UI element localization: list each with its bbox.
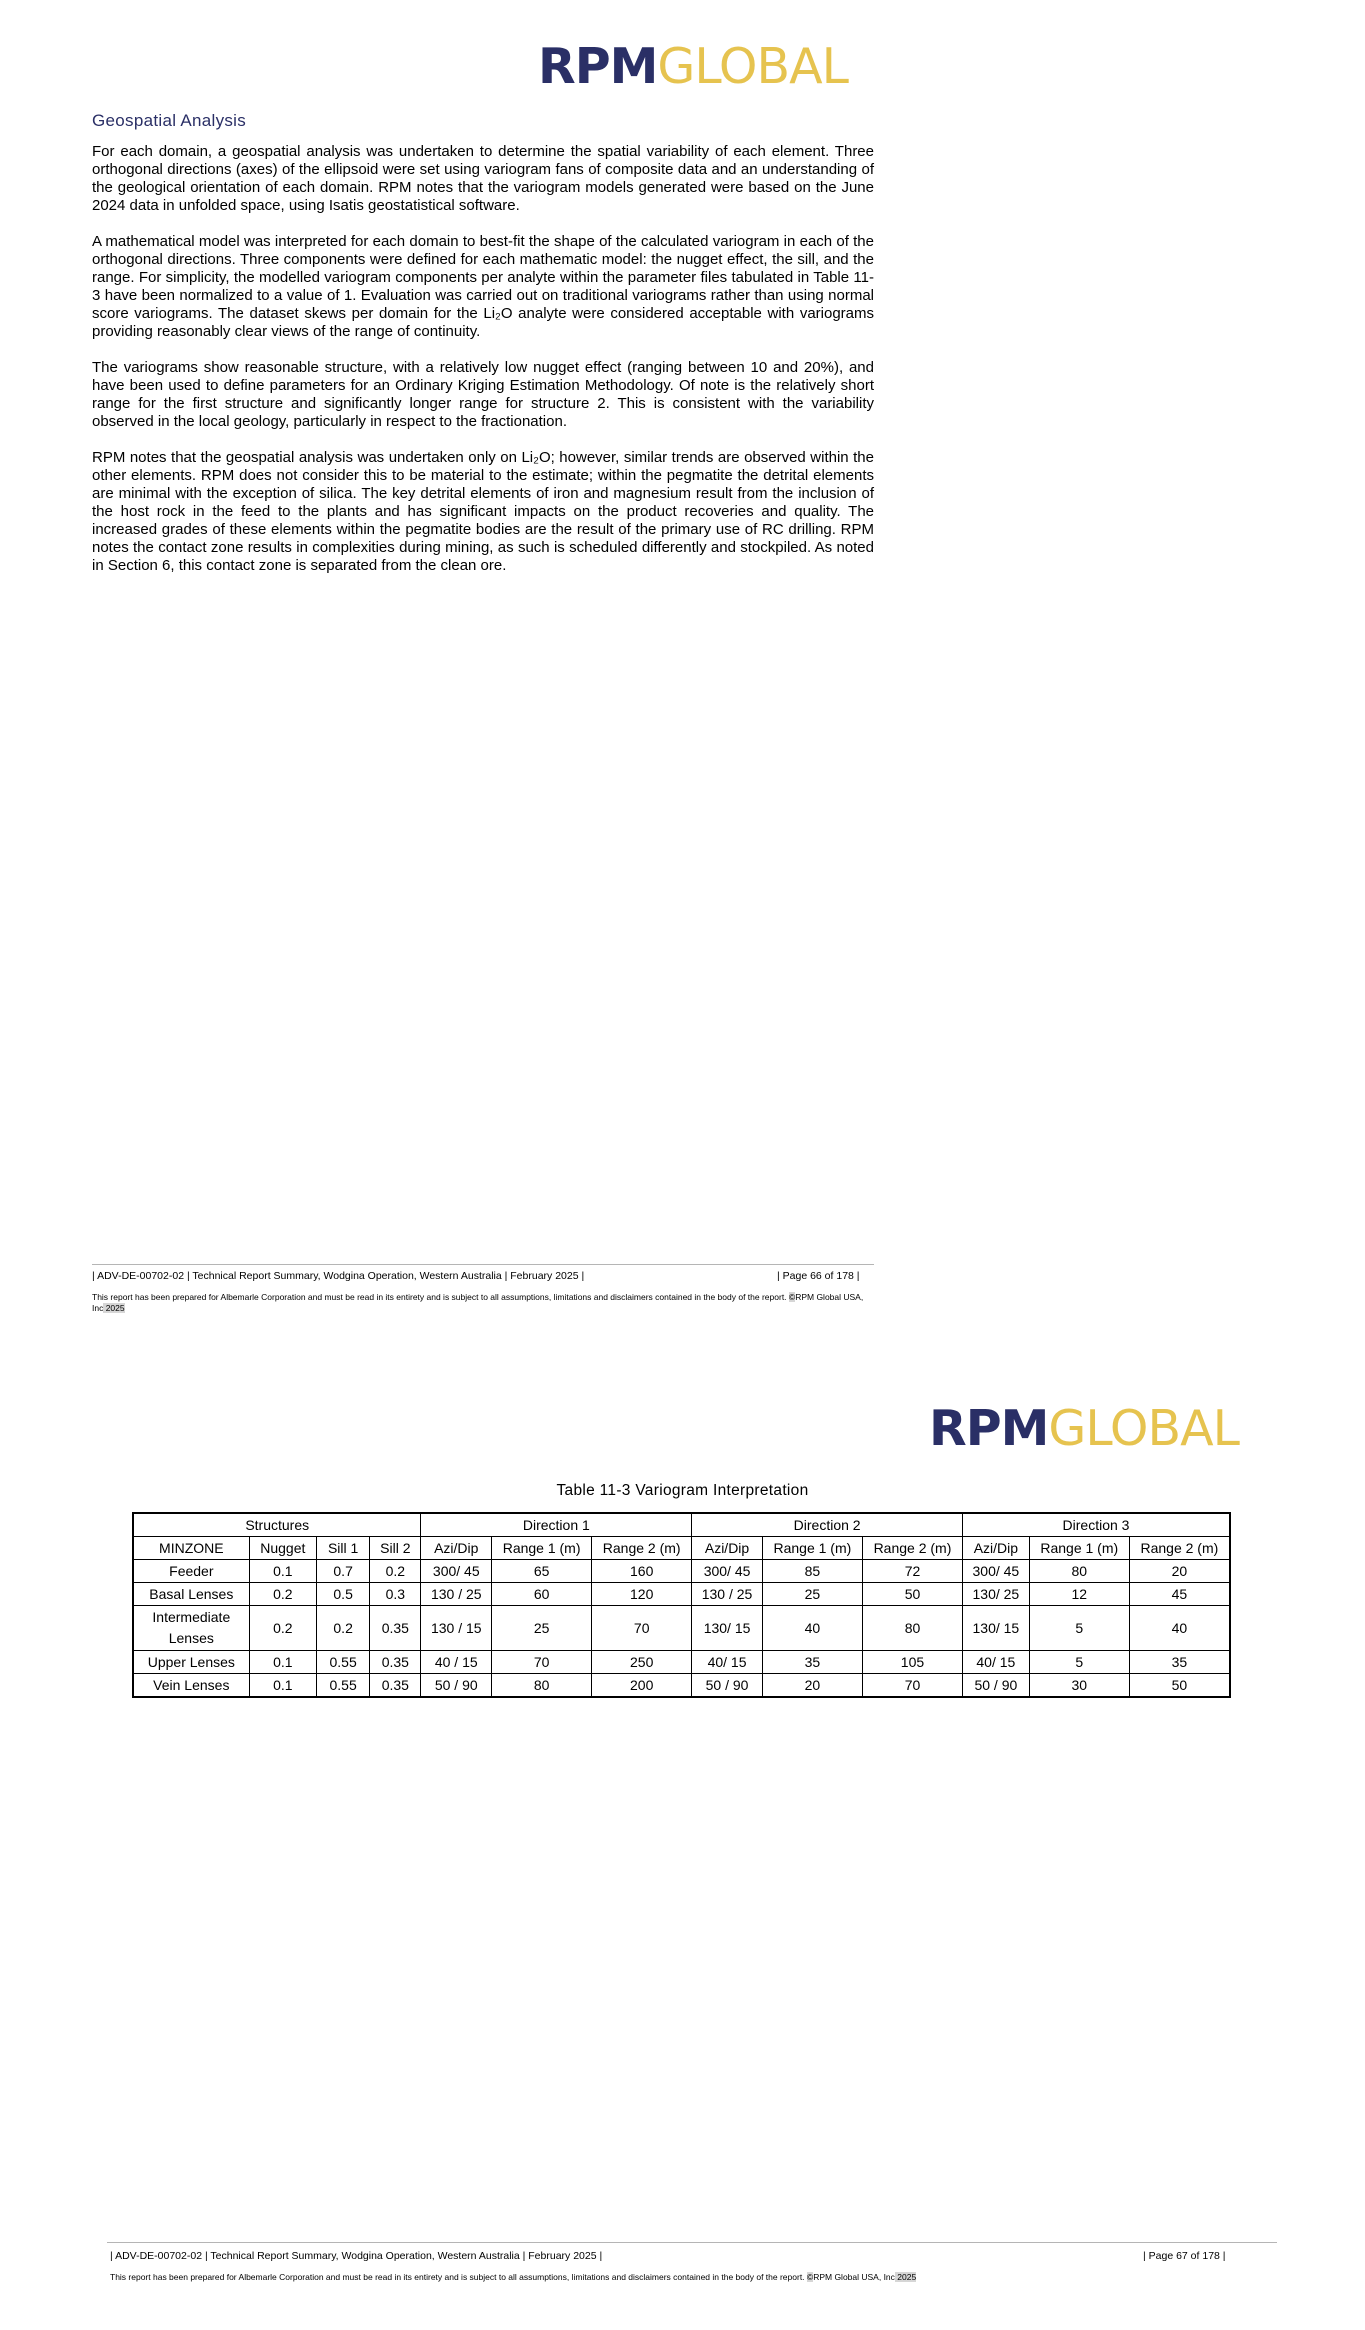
table-cell: 130/ 15 <box>963 1606 1030 1651</box>
table-cell: 0.35 <box>370 1674 421 1698</box>
minzone-cell: Upper Lenses <box>133 1651 249 1674</box>
table-cell: 70 <box>862 1674 962 1698</box>
table-row <box>133 1560 1230 1583</box>
table-cell: 0.1 <box>249 1674 316 1698</box>
table-cell: 130 / 25 <box>692 1583 763 1606</box>
column-header: Azi/Dip <box>421 1537 492 1560</box>
disclaimer-text: This report has been prepared for Albemarle Corporation and must be read in its entirety and is subject to all assumptions, limitations and disclaimers contained in the body of the report. <box>92 1292 787 1302</box>
footer-page-number: | Page 66 of 178 | <box>777 1270 860 1282</box>
minzone-cell: Vein Lenses <box>133 1674 249 1698</box>
table-cell: 40 <box>762 1606 862 1651</box>
logo-rpm: RPM <box>538 38 658 95</box>
table-cell: 160 <box>592 1560 692 1583</box>
footer-doc-info-page-67: | ADV-DE-00702-02 | Technical Report Summary, Wodgina Operation, Western Australia | February 2025 | <box>110 2250 603 2262</box>
copyright-symbol: © <box>788 1292 796 1302</box>
table-cell: 0.2 <box>317 1606 370 1651</box>
table-row <box>133 1651 1230 1674</box>
table-cell: 0.7 <box>317 1560 370 1583</box>
minzone-cell: Feeder <box>133 1560 249 1583</box>
table-cell: 60 <box>492 1583 592 1606</box>
logo-global: GLOBAL <box>1048 1400 1239 1457</box>
column-header: Range 2 (m) <box>592 1537 692 1560</box>
group-direction-3: Direction 3 <box>963 1513 1230 1537</box>
table-group-header-row <box>133 1513 1230 1537</box>
table-cell: 80 <box>492 1674 592 1698</box>
copyright-year: 2025 <box>894 2272 917 2282</box>
table-cell: 35 <box>762 1651 862 1674</box>
table-cell: 70 <box>492 1651 592 1674</box>
minzone-cell: Intermediate Lenses <box>133 1606 249 1651</box>
table-cell: 300/ 45 <box>963 1560 1030 1583</box>
column-header: MINZONE <box>133 1537 249 1560</box>
table-cell: 0.5 <box>317 1583 370 1606</box>
column-header: Range 1 (m) <box>762 1537 862 1560</box>
table-cell: 0.55 <box>317 1674 370 1698</box>
footer-doc-info: | ADV-DE-00702-02 | Technical Report Summary, Wodgina Operation, Western Australia | February 2025 | <box>92 1270 585 1282</box>
table-cell: 130/ 25 <box>963 1583 1030 1606</box>
table-cell: 50 / 90 <box>692 1674 763 1698</box>
table-cell: 300/ 45 <box>692 1560 763 1583</box>
table-cell: 0.3 <box>370 1583 421 1606</box>
copyright-holder: RPM Global USA, Inc <box>92 1292 864 1313</box>
table-cell: 50 <box>862 1583 962 1606</box>
footer-disclaimer <box>92 1292 874 1314</box>
table-cell: 5 <box>1029 1651 1129 1674</box>
column-header: Sill 2 <box>370 1537 421 1560</box>
column-header: Nugget <box>249 1537 316 1560</box>
paragraph-3: The variograms show reasonable structure, with a relatively low nugget effect (ranging between 10 and 20%), and have been used to define parameters for an Ordinary Kriging Estimation Methodology. Of note is the relatively short range for the first structure and significantly longer range for structure 2. This is consistent with the variability observed in the local geology, particularly in respect to the fractionation. <box>92 359 874 430</box>
table-cell: 25 <box>492 1606 592 1651</box>
copyright-symbol: © <box>806 2272 814 2282</box>
table-cell: 80 <box>1029 1560 1129 1583</box>
table-cell: 50 / 90 <box>963 1674 1030 1698</box>
table-cell: 120 <box>592 1583 692 1606</box>
table-cell: 0.2 <box>249 1583 316 1606</box>
table-cell: 85 <box>762 1560 862 1583</box>
table-cell: 25 <box>762 1583 862 1606</box>
rpm-global-logo-page-67 <box>929 1400 1239 1457</box>
column-header: Range 2 (m) <box>1129 1537 1230 1560</box>
logo-global: GLOBAL <box>657 38 848 95</box>
group-direction-1: Direction 1 <box>421 1513 692 1537</box>
table-cell: 70 <box>592 1606 692 1651</box>
table-cell: 250 <box>592 1651 692 1674</box>
column-header: Azi/Dip <box>692 1537 763 1560</box>
table-cell: 0.35 <box>370 1606 421 1651</box>
table-cell: 50 <box>1129 1674 1230 1698</box>
footer-page-number-page-67: | Page 67 of 178 | <box>1143 2250 1226 2262</box>
paragraph-2: A mathematical model was interpreted for each domain to best-fit the shape of the calculated variogram in each of the orthogonal directions. Three components were defined for each mathematic model: the nugget effect, the sill, and the range. For simplicity, the modelled variogram components per analyte within the parameter files tabulated in Table 11-3 have been normalized to a value of 1. Evaluation was carried out on traditional variograms rather than using normal score variograms. The dataset skews per domain for the Li₂O analyte were considered acceptable with variograms providing reasonably clear views of the range of continuity. <box>92 233 874 340</box>
table-row <box>133 1606 1230 1651</box>
table-cell: 130 / 25 <box>421 1583 492 1606</box>
column-header: Range 1 (m) <box>1029 1537 1129 1560</box>
rpm-global-logo <box>538 38 848 95</box>
variogram-table <box>132 1512 1231 1698</box>
table-cell: 0.35 <box>370 1651 421 1674</box>
table-cell: 130 / 15 <box>421 1606 492 1651</box>
body-text <box>92 143 874 593</box>
footer-rule <box>92 1264 874 1265</box>
column-header: Sill 1 <box>317 1537 370 1560</box>
disclaimer-text: This report has been prepared for Albemarle Corporation and must be read in its entirety and is subject to all assumptions, limitations and disclaimers contained in the body of the report. <box>110 2272 805 2282</box>
logo-rpm: RPM <box>929 1400 1049 1457</box>
table-cell: 12 <box>1029 1583 1129 1606</box>
table-row <box>133 1674 1230 1698</box>
table-cell: 0.2 <box>249 1606 316 1651</box>
table-cell: 65 <box>492 1560 592 1583</box>
table-cell: 300/ 45 <box>421 1560 492 1583</box>
column-header: Azi/Dip <box>963 1537 1030 1560</box>
table-cell: 0.55 <box>317 1651 370 1674</box>
table-cell: 0.2 <box>370 1560 421 1583</box>
table-title: Table 11-3 Variogram Interpretation <box>556 1482 809 1499</box>
group-structures: Structures <box>133 1513 421 1537</box>
table-cell: 40 <box>1129 1606 1230 1651</box>
table-header-row <box>133 1537 1230 1560</box>
section-heading: Geospatial Analysis <box>92 111 247 130</box>
table-cell: 40 / 15 <box>421 1651 492 1674</box>
table-cell: 45 <box>1129 1583 1230 1606</box>
table-cell: 50 / 90 <box>421 1674 492 1698</box>
table-cell: 35 <box>1129 1651 1230 1674</box>
table-cell: 130/ 15 <box>692 1606 763 1651</box>
column-header: Range 2 (m) <box>862 1537 962 1560</box>
table-cell: 20 <box>1129 1560 1230 1583</box>
table-cell: 200 <box>592 1674 692 1698</box>
footer-rule-page-67 <box>107 2242 1277 2243</box>
table-cell: 0.1 <box>249 1560 316 1583</box>
table-cell: 30 <box>1029 1674 1129 1698</box>
table-cell: 105 <box>862 1651 962 1674</box>
table-cell: 40/ 15 <box>963 1651 1030 1674</box>
paragraph-4: RPM notes that the geospatial analysis was undertaken only on Li₂O; however, similar trends are observed within the other elements. RPM does not consider this to be material to the estimate; within the pegmatite the detrital elements are minimal with the exception of silica. The key detrital elements of iron and magnesium result from the inclusion of the host rock in the feed to the plants and has significant impacts on the product recoveries and quality. The increased grades of these elements within the pegmatite bodies are the result of the primary use of RC drilling. RPM notes the contact zone results in complexities during mining, as such is scheduled differently and stockpiled. As noted in Section 6, this contact zone is separated from the clean ore. <box>92 449 874 574</box>
footer-disclaimer-page-67 <box>110 2272 1280 2283</box>
table-row <box>133 1583 1230 1606</box>
table-cell: 72 <box>862 1560 962 1583</box>
table-cell: 20 <box>762 1674 862 1698</box>
table-cell: 80 <box>862 1606 962 1651</box>
group-direction-2: Direction 2 <box>692 1513 963 1537</box>
minzone-cell: Basal Lenses <box>133 1583 249 1606</box>
paragraph-1: For each domain, a geospatial analysis was undertaken to determine the spatial variability of each element. Three orthogonal directions (axes) of the ellipsoid were set using variogram fans of composite data and an understanding of the geological orientation of each domain. RPM notes that the variogram models generated were based on the June 2024 data in unfolded space, using Isatis geostatistical software. <box>92 143 874 214</box>
table-cell: 40/ 15 <box>692 1651 763 1674</box>
copyright-holder: RPM Global USA, Inc <box>813 2272 895 2282</box>
copyright-year: 2025 <box>103 1303 125 1313</box>
column-header: Range 1 (m) <box>492 1537 592 1560</box>
table-cell: 5 <box>1029 1606 1129 1651</box>
table-cell: 0.1 <box>249 1651 316 1674</box>
